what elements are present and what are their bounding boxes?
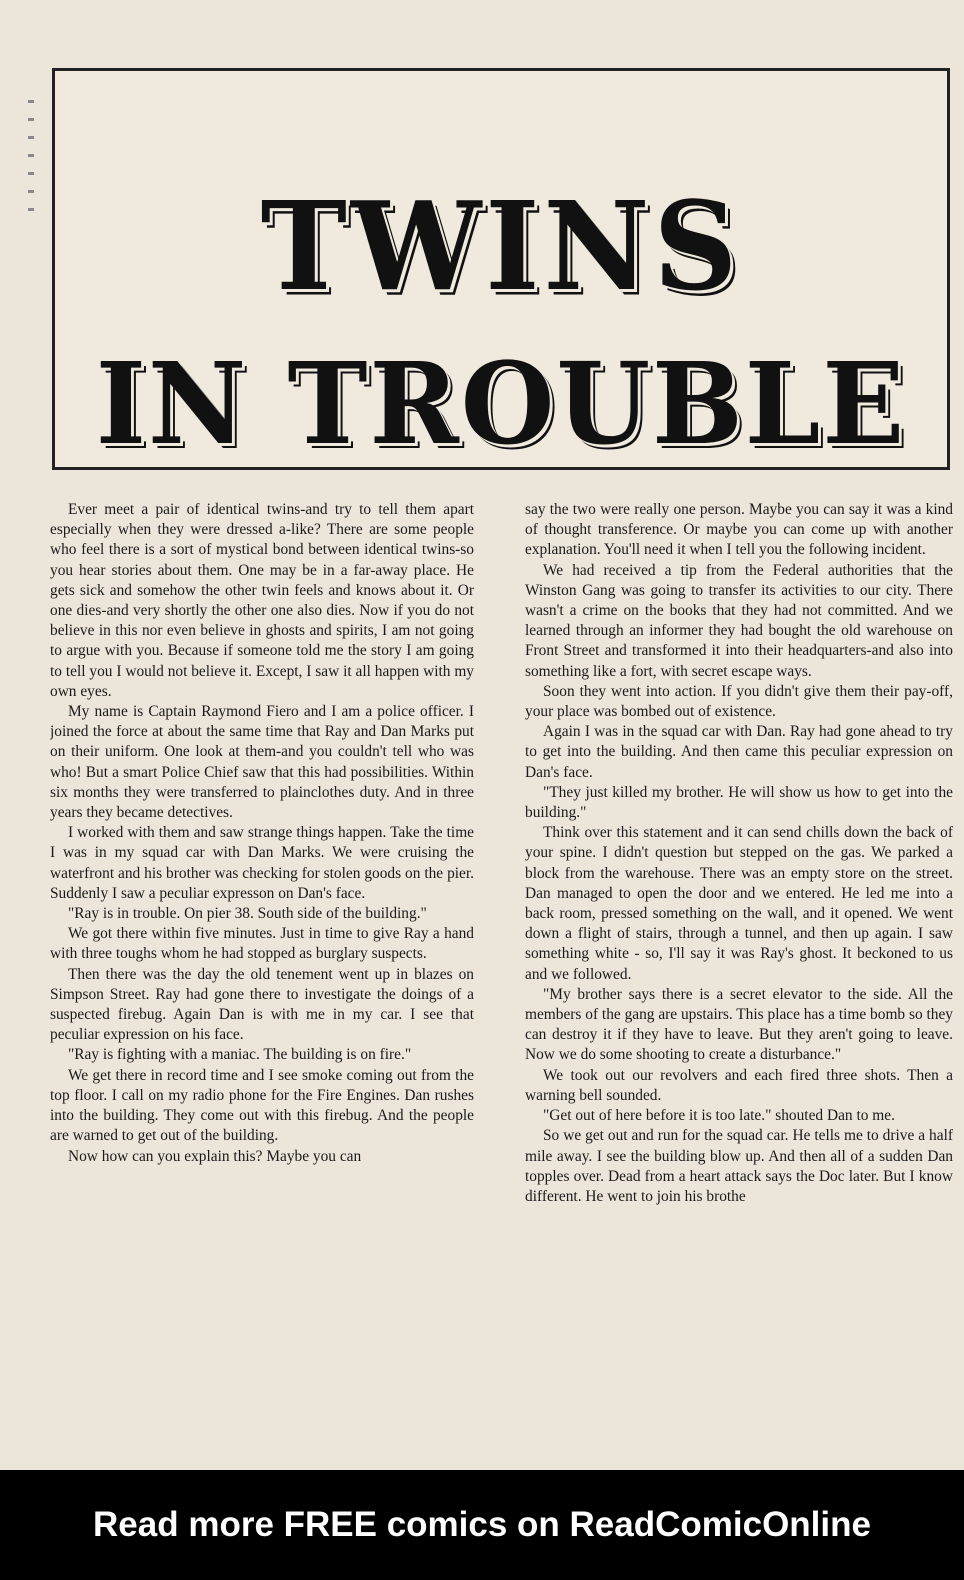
paragraph: Ever meet a pair of identical twins-and try to tell them apart especially when they were dressed a-like? There are some people who feel there is a sort of mystical bond between identical twins-so you hear stories about them. One may be in a far-away place. He gets sick and somehow the other twin feels and knows about it. Or one dies-and very shortly the other one also dies. Now if you do not believe in this nor even believe in ghosts and spirits, I am not going to argue with you. Because if someone told me the story I am going to tell you I would not believe it. Except, I saw it all happen with my own eyes. xyxy=(50,501,474,700)
paragraph: Soon they went into action. If you didn't give them their pay-off, your place was bombed out of existence. xyxy=(525,682,953,721)
paragraph: Then there was the day the old tenement went up in blazes on Simpson Street. Ray had gone there to investigate the doings of a suspected firebug. Again Dan is with me in my car. I see that peculiar expression on his face. xyxy=(50,965,474,1044)
paragraph: say the two were really one person. Maybe you can say it was a kind of thought transference. Or maybe you can come up with another explanation. You'll need it when I tell you the following incident. xyxy=(525,501,953,559)
paragraph: "Get out of here before it is too late." shouted Dan to me. xyxy=(543,1107,895,1125)
paragraph: "They just killed my brother. He will show us how to get into the building." xyxy=(525,783,953,822)
paragraph: We took out our revolvers and each fired three shots. Then a warning bell sounded. xyxy=(525,1066,953,1104)
paragraph: "Ray is in trouble. On pier 38. South side of the building." xyxy=(68,905,427,923)
promo-banner-text[interactable]: Read more FREE comics on ReadComicOnline xyxy=(93,1505,871,1544)
paragraph: Now how can you explain this? Maybe you can xyxy=(68,1147,362,1165)
promo-banner[interactable] xyxy=(0,1470,964,1580)
margin-dots xyxy=(28,100,34,220)
story-column-left xyxy=(50,500,474,1450)
paragraph: My name is Captain Raymond Fiero and I am a police officer. I joined the force at about the same time that Ray and Dan Marks put on their uniform. One look at them-and you couldn't tell who was who! But a smart Police Chief saw that this had possibilities. Within six months they were transferred to plainclothes duty. And in three years they became detectives. xyxy=(50,703,474,822)
title-line-1: TWINS xyxy=(260,175,742,319)
paragraph: "Ray is fighting with a maniac. The building is on fire." xyxy=(68,1046,412,1064)
paragraph: So we get out and run for the squad car. He tells me to drive a half mile away. I see the building blow up. And then all of a sudden Dan topples over. Dead from a heart attack says the Doc later. But I know different. He went to join his brothe xyxy=(525,1127,953,1205)
paragraph: We had received a tip from the Federal authorities that the Winston Gang was going to transfer its activities to our city. There wasn't a crime on the books that they had not committed. And we learned through an informer they had bought the old warehouse on Front Street and transformed it into their headquarters-and also into something like a fort, with secret escape ways. xyxy=(525,561,953,680)
paragraph: We got there within five minutes. Just in time to give Ray a hand with three toughs whom he had stopped as burglary suspects. xyxy=(50,925,474,963)
title-line-2: IN TROUBLE xyxy=(95,339,907,470)
paragraph: "My brother says there is a secret elevator to the side. All the members of the gang are upstairs. This place has a time bomb so they can destroy it if they have to leave. But they aren't going to leave. Now we do some shooting to create a disturbance." xyxy=(525,985,953,1064)
paragraph: We get there in record time and I see smoke coming out from the top floor. I call on my radio phone for the Fire Engines. Dan rushes into the building. They come out with this firebug. And the people are warned to get out of the building. xyxy=(50,1066,474,1145)
paragraph: I worked with them and saw strange things happen. Take the time I was in my squad car with Dan Marks. We were cruising the waterfront and his brother was checking for stolen goods on the pier. Suddenly I saw a peculiar expresson on Dan's face. xyxy=(50,824,474,902)
story-column-right xyxy=(525,500,953,1450)
paragraph: Think over this statement and it can send chills down the back of your spine. I didn't question but stepped on the gas. We parked a block from the warehouse. There was an empty store on the street. Dan managed to open the door and we entered. He led me into a back room, pressed something on the wall, and it opened. We went down a flight of stairs, through a tunnel, and then up again. I saw something white - so, I'll say it was Ray's ghost. It beckoned to us and we followed. xyxy=(525,824,953,983)
paragraph: Again I was in the squad car with Dan. Ray had gone ahead to try to get into the building. And then came this peculiar expression on Dan's face. xyxy=(525,723,953,781)
title-panel xyxy=(52,68,950,470)
